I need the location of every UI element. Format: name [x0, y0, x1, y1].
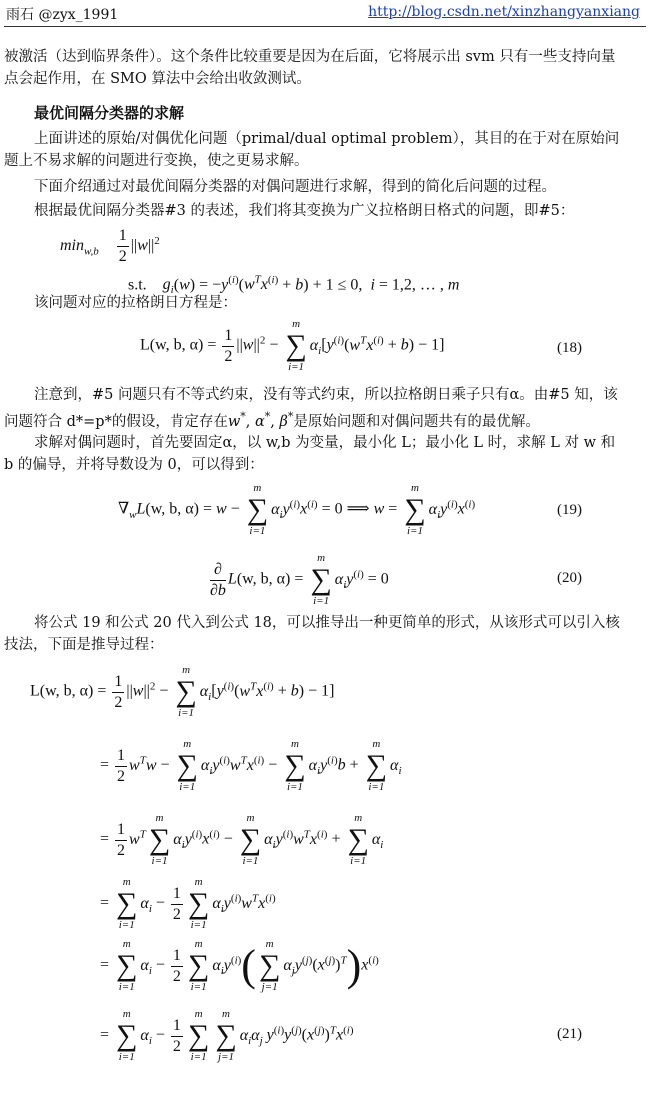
blog-link[interactable]: http://blog.csdn.net/xinzhangyanxiang	[368, 4, 640, 20]
equation-number-18: (18)	[557, 340, 582, 356]
equation-18: L(w, b, α) = $\frac{1}{2}$ $||w||^2$ − m ∑ i=1 $\alpha_i[y^{(i)}(w^Tx^{(i)} + b) - 1]$	[140, 318, 445, 373]
equation-number-19: (19)	[557, 502, 582, 518]
paragraph-note: 注意到，#5 问题只有不等式约束，没有等式约束，所以拉格朗日乘子只有α。由#5 知，该问题符合 d*=p*的假设，肯定存在w*, α*, β*是原始问题和对偶问题共有的最优解。	[4, 387, 618, 430]
derivation-line-4: = m ∑ i=1 $\alpha_i$ − $\frac{1}{2}$ m ∑ i=1 $\alpha_iy^{(i)}w^Tx^{(i)}$	[100, 876, 276, 931]
paragraph-lagrange-form: 根据最优间隔分类器#3 的表述，我们将其变换为广义拉格朗日格式的问题，即#5：	[34, 203, 575, 219]
min-objective: $\min_{w,b}$ $\frac{1}{2}$ $||w||^2$	[60, 227, 160, 265]
equation-19: $\nabla_wL(w$, b, α) = w − m ∑ i=1 $\alpha_iy^{(i)}x^{(i)} = 0$ ⟹ w = m ∑ i=1 $\alpha_iy^{(i)}x^{(i)}$	[118, 482, 476, 537]
note-text-b: 是原始问题和对偶问题共有的最优解。	[293, 413, 540, 430]
note-text-a: 注意到，#5 问题只有不等式约束，没有等式约束，所以拉格朗日乘子只有α。由#5 知，该问题符合 d*=p*的假设，肯定存在	[4, 387, 618, 430]
paragraph-intro-dual: 下面介绍通过对最优间隔分类器的对偶问题进行求解，得到的简化后问题的过程。	[34, 179, 556, 195]
paragraph-intro: 被激活（达到临界条件）。这个条件比较重要是因为在后面，它将展示出 svm 只有一些支持向量点会起作用，在 SMO 算法中会给出收敛测试。	[4, 49, 616, 87]
constraint: s.t. $g_i(w) = -y^{(i)}(w^Tx^{(i)} + b) + 1 \le 0$, i = 1,2, … , m	[128, 274, 460, 297]
section-heading: 最优间隔分类器的求解	[34, 104, 185, 122]
paragraph-lagrangian: 该问题对应的拉格朗日方程是：	[34, 295, 237, 311]
equation-number-20: (20)	[557, 570, 582, 586]
equation-number-21: (21)	[557, 1026, 582, 1042]
equation-20: $\frac{\partial}{\partial b}$ L(w, b, α) = m ∑ i=1 $\alpha_iy^{(i)} = 0$	[210, 552, 389, 607]
paragraph-primal-dual: 上面讲述的原始/对偶优化问题（primal/dual optimal problem），其目的在于对在原始问题上不易求解的问题进行变换，使之更易求解。	[4, 131, 620, 169]
header-divider	[4, 26, 646, 27]
author-label: 雨石 @zyx_1991	[6, 7, 119, 23]
paragraph-solve-dual: 求解对偶问题时，首先要固定α，以 w,b 为变量，最小化 L；最小化 L 时，求解 L 对 w 和 b 的偏导，并将导数设为 0，可以得到：	[4, 435, 616, 473]
derivation-line-5: = m ∑ i=1 $\alpha_i$ − $\frac{1}{2}$ m ∑ i=1 $\alpha_iy^{(i)}$( m ∑ j=1 $\alpha_jy^{(j)}(x^{(j)})^T)x^{(i)}$	[100, 938, 379, 993]
derivation-line-1: L(w, b, α) = $\frac{1}{2}$ $||w||^2$ − m ∑ i=1 $\alpha_i[y^{(i)}(w^Tx^{(i)} + b) - 1]$	[30, 664, 335, 719]
derivation-line-2: = $\frac{1}{2}$ $w^Tw$ − m ∑ i=1 $\alpha_iy^{(i)}w^Tx^{(i)}$ − m ∑ i=1 $\alpha_iy^{(i)}b$ + m ∑ i=1 $\alpha_i$	[100, 738, 402, 793]
derivation-line-6: = m ∑ i=1 $\alpha_i$ − $\frac{1}{2}$ m ∑ i=1 m ∑ j=1 $\alpha_i\alpha_j$ $y^{(i)}y^{(j)}(x^{(j)})^Tx^{(i)}$	[100, 1008, 354, 1063]
page-header	[0, 0, 650, 28]
derivation-line-3: = $\frac{1}{2}$ $w^T$ m ∑ i=1 $\alpha_iy^{(i)}x^{(i)}$ − m ∑ i=1 $\alpha_iy^{(i)}w^Tx^{(i)}$ + m ∑ i=1 $\alpha_i$	[100, 812, 384, 867]
paragraph-derivation: 将公式 19 和公式 20 代入到公式 18，可以推导出一种更简单的形式，从该形式可以引入核技法，下面是推导过程：	[4, 615, 620, 653]
